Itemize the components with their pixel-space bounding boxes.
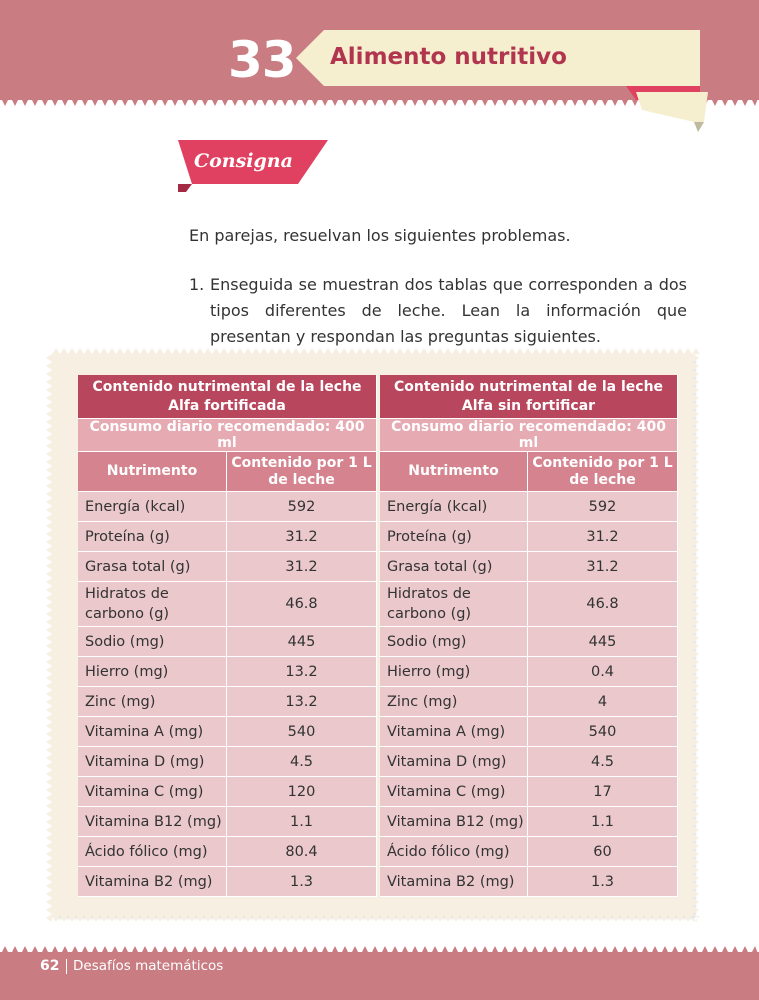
table-consumption: Consumo diario recomendado: 400 ml <box>380 419 678 452</box>
nutrient-cell: Vitamina A (mg) <box>78 717 227 747</box>
nutrient-cell: Vitamina A (mg) <box>380 717 528 747</box>
nutrient-cell: Proteína (g) <box>78 522 227 552</box>
nutrient-cell: Energía (kcal) <box>78 492 227 522</box>
lesson-title: Alimento nutritivo <box>330 44 567 70</box>
table-row <box>380 687 678 717</box>
nutrient-cell: Vitamina B2 (mg) <box>78 867 227 897</box>
table-title: Contenido nutrimental de la leche Alfa fortificada <box>78 375 377 419</box>
value-cell: 592 <box>528 492 678 522</box>
nutrient-cell: Zinc (mg) <box>78 687 227 717</box>
col-header-nutrient: Nutrimento <box>380 452 528 492</box>
value-cell: 445 <box>227 627 377 657</box>
value-cell: 540 <box>227 717 377 747</box>
table-title: Contenido nutrimental de la leche Alfa sin fortificar <box>380 375 678 419</box>
nutrient-cell: Vitamina B2 (mg) <box>380 867 528 897</box>
col-header-content: Contenido por 1 L de leche <box>227 452 377 492</box>
value-cell: 31.2 <box>227 522 377 552</box>
value-cell: 46.8 <box>528 582 678 627</box>
problem-number: 1. <box>189 275 205 294</box>
table-row <box>380 552 678 582</box>
nutrient-cell: Hidratos de carbono (g) <box>380 582 528 627</box>
nutrient-cell: Ácido fólico (mg) <box>380 837 528 867</box>
table-row <box>78 687 377 717</box>
col-header-content: Contenido por 1 L de leche <box>528 452 678 492</box>
table-row <box>78 777 377 807</box>
value-cell: 31.2 <box>528 552 678 582</box>
value-cell: 46.8 <box>227 582 377 627</box>
table-row <box>78 582 377 627</box>
value-cell: 120 <box>227 777 377 807</box>
nutrient-cell: Vitamina C (mg) <box>78 777 227 807</box>
nutrient-cell: Grasa total (g) <box>380 552 528 582</box>
nutrient-cell: Vitamina D (mg) <box>78 747 227 777</box>
table-row <box>78 492 377 522</box>
nutrient-cell: Sodio (mg) <box>380 627 528 657</box>
value-cell: 592 <box>227 492 377 522</box>
value-cell: 4.5 <box>227 747 377 777</box>
value-cell: 4.5 <box>528 747 678 777</box>
table-row <box>78 522 377 552</box>
nutrient-cell: Hierro (mg) <box>380 657 528 687</box>
value-cell: 13.2 <box>227 687 377 717</box>
table-row <box>380 492 678 522</box>
value-cell: 31.2 <box>528 522 678 552</box>
problem-1 <box>189 272 687 350</box>
table-row <box>380 627 678 657</box>
col-header-nutrient: Nutrimento <box>78 452 227 492</box>
table-row <box>78 867 377 897</box>
table-row <box>78 807 377 837</box>
nutrient-cell: Proteína (g) <box>380 522 528 552</box>
nutrient-cell: Vitamina B12 (mg) <box>380 807 528 837</box>
value-cell: 445 <box>528 627 678 657</box>
table-row <box>380 837 678 867</box>
nutrient-cell: Vitamina D (mg) <box>380 747 528 777</box>
table-row <box>78 837 377 867</box>
value-cell: 0.4 <box>528 657 678 687</box>
value-cell: 13.2 <box>227 657 377 687</box>
footer-separator <box>66 959 67 974</box>
intro-text: En parejas, resuelvan los siguientes problemas. <box>189 226 571 245</box>
table-row <box>78 717 377 747</box>
lesson-number: 33 <box>228 31 296 89</box>
table-row <box>380 807 678 837</box>
value-cell: 80.4 <box>227 837 377 867</box>
value-cell: 1.3 <box>227 867 377 897</box>
table-row <box>380 657 678 687</box>
table-row <box>380 747 678 777</box>
table-row <box>380 867 678 897</box>
nutrient-cell: Vitamina B12 (mg) <box>78 807 227 837</box>
nutrition-table-sin-fortificar <box>380 375 678 897</box>
table-row <box>380 582 678 627</box>
value-cell: 1.1 <box>528 807 678 837</box>
value-cell: 60 <box>528 837 678 867</box>
table-row <box>78 552 377 582</box>
page-number: 62 <box>40 958 60 974</box>
nutrient-cell: Hidratos de carbono (g) <box>78 582 227 627</box>
consigna-label: Consigna <box>194 150 293 172</box>
table-row <box>78 627 377 657</box>
nutrient-cell: Ácido fólico (mg) <box>78 837 227 867</box>
nutrition-table-fortificada <box>78 375 377 897</box>
table-row <box>78 657 377 687</box>
value-cell: 1.3 <box>528 867 678 897</box>
nutrient-cell: Energía (kcal) <box>380 492 528 522</box>
book-title: Desafíos matemáticos <box>73 958 224 974</box>
value-cell: 4 <box>528 687 678 717</box>
nutrient-cell: Hierro (mg) <box>78 657 227 687</box>
value-cell: 540 <box>528 717 678 747</box>
table-row <box>380 717 678 747</box>
table-consumption: Consumo diario recomendado: 400 ml <box>78 419 377 452</box>
nutrient-cell: Vitamina C (mg) <box>380 777 528 807</box>
nutrient-cell: Grasa total (g) <box>78 552 227 582</box>
value-cell: 17 <box>528 777 678 807</box>
nutrient-cell: Sodio (mg) <box>78 627 227 657</box>
nutrient-cell: Zinc (mg) <box>380 687 528 717</box>
table-row <box>380 522 678 552</box>
table-row <box>380 777 678 807</box>
table-row <box>78 747 377 777</box>
problem-text: Enseguida se muestran dos tablas que corresponden a dos tipos diferentes de leche. Lean la información que presentan y respondan las preguntas siguientes. <box>210 275 687 346</box>
value-cell: 1.1 <box>227 807 377 837</box>
value-cell: 31.2 <box>227 552 377 582</box>
